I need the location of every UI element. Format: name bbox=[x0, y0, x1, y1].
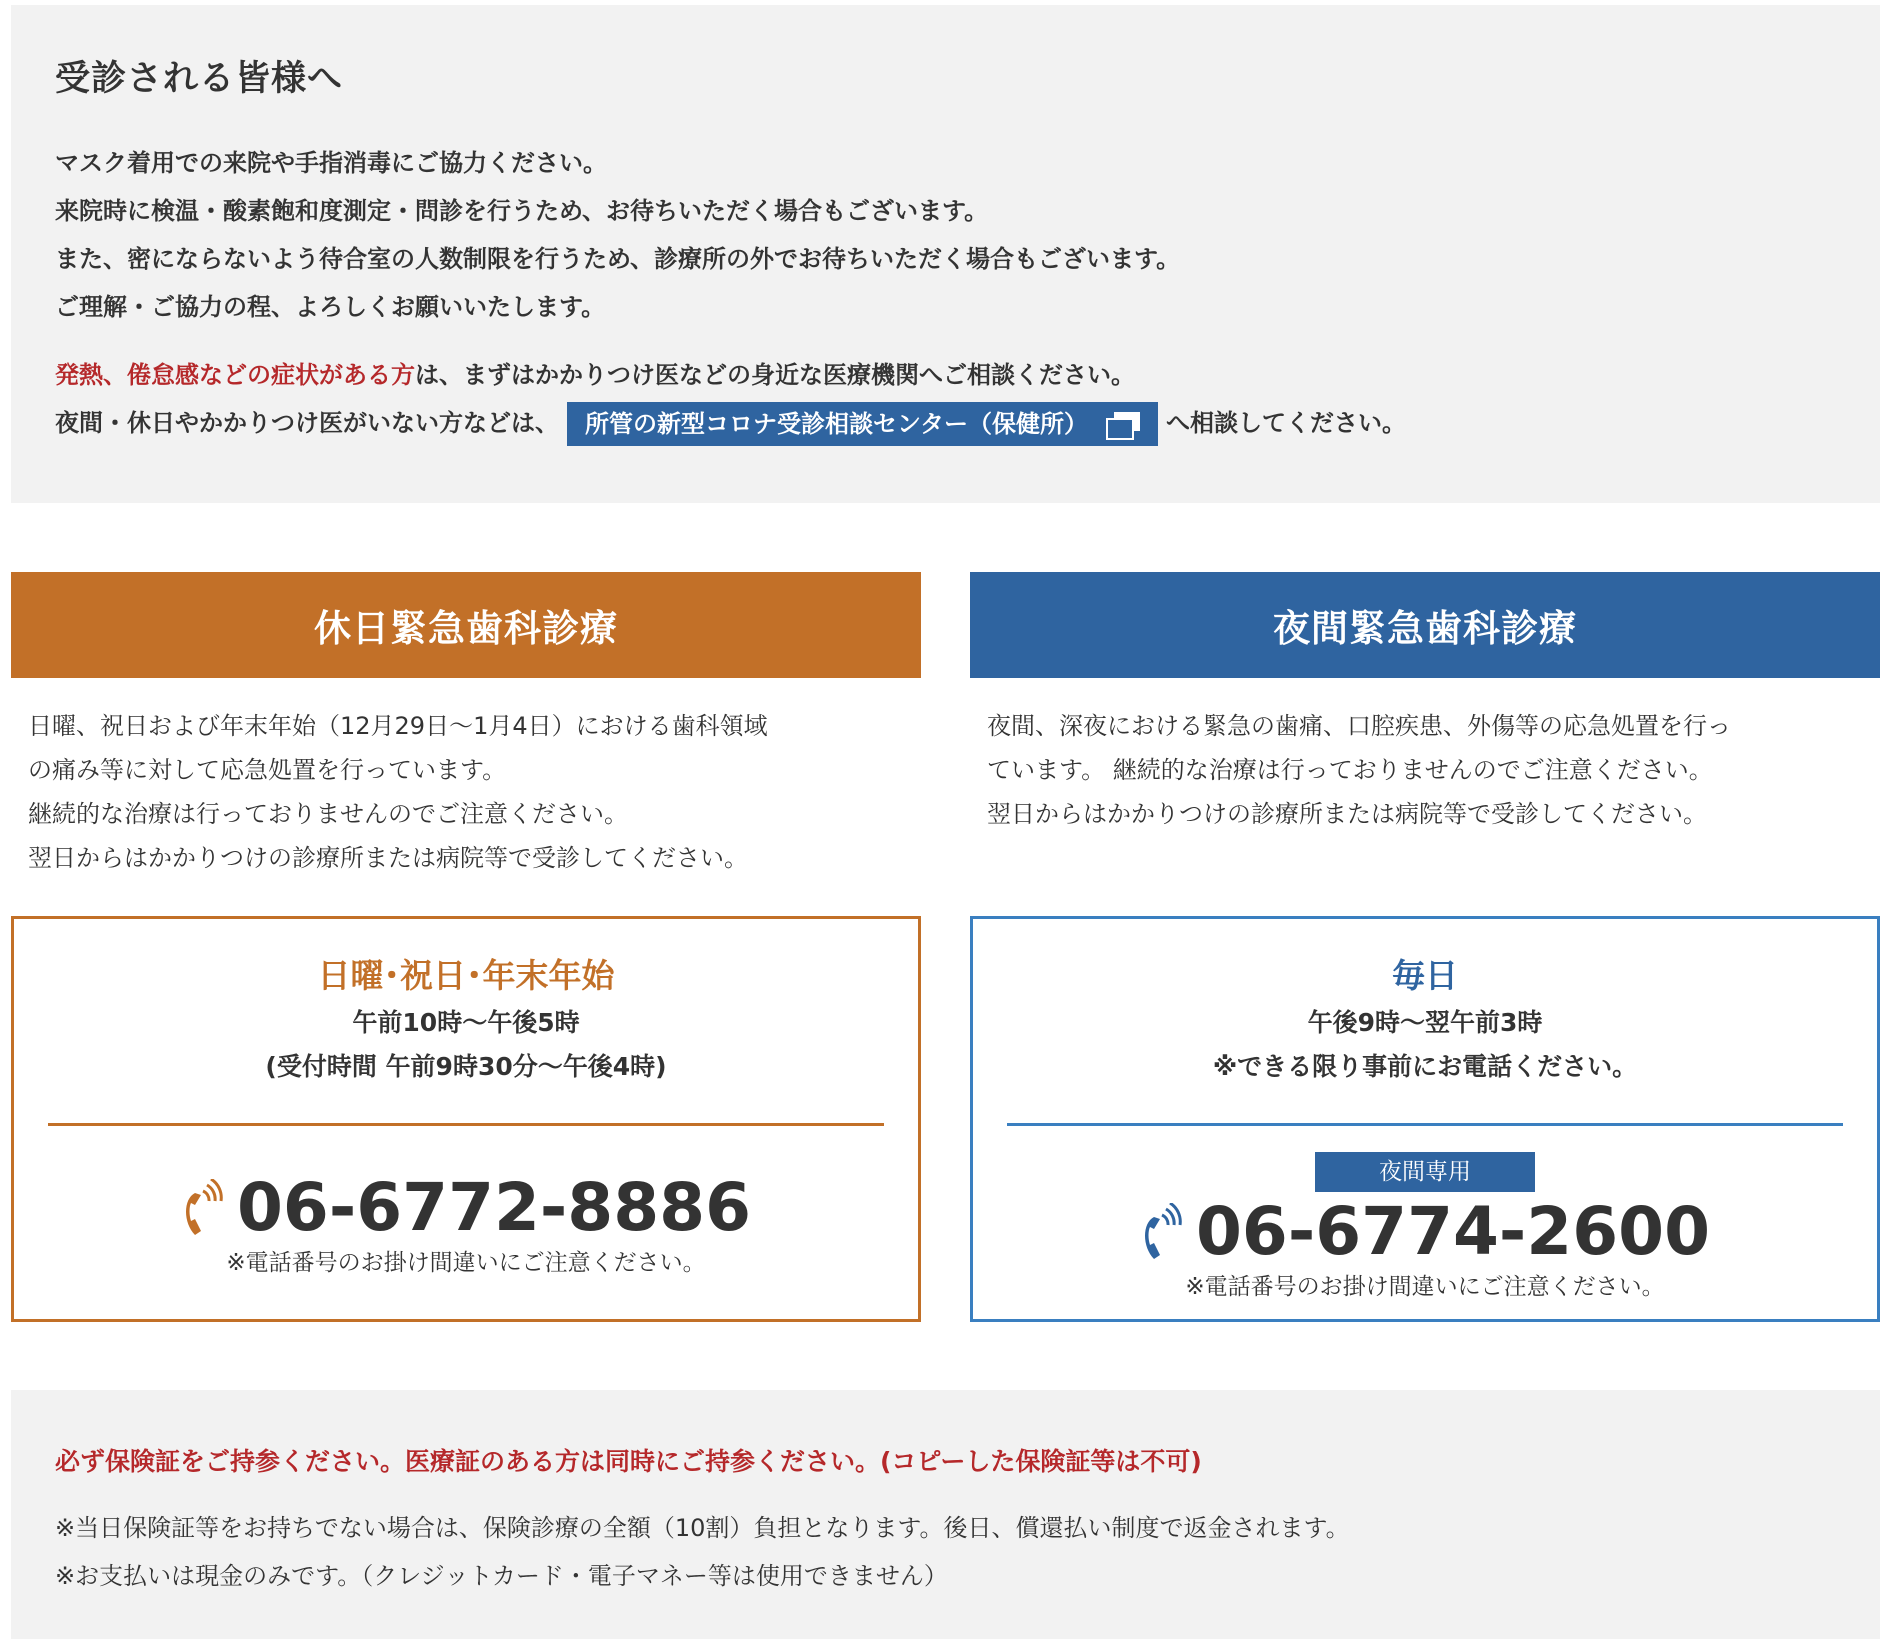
desc-line: 日曜、祝日および年末年始（12月29日～1月4日）における歯科領域 bbox=[28, 712, 768, 740]
holiday-reception: (受付時間 午前9時30分～午後4時) bbox=[265, 1052, 667, 1081]
desc-line: ています。 継続的な治療は行っておりませんのでご注意ください。 bbox=[987, 756, 1713, 784]
night-title: 夜間緊急歯科診療 bbox=[970, 572, 1880, 678]
night-notice bbox=[55, 399, 1836, 447]
call-ahead-note: ※できる限り事前にお電話ください。 bbox=[1212, 1052, 1638, 1081]
notice-line: マスク着用での来院や手指消毒にご協力ください。 bbox=[55, 149, 607, 177]
night-prefix: 夜間・休日やかかりつけ医がいない方などは、 bbox=[55, 409, 559, 437]
fever-notice bbox=[55, 351, 1836, 399]
insurance-line: ※お支払いは現金のみです。（クレジットカード・電子マネー等は使用できません） bbox=[55, 1562, 948, 1590]
insurance-line: ※当日保険証等をお持ちでない場合は、保険診療の全額（10割）負担となります。後日、償還払い制度で返金されます。 bbox=[55, 1514, 1350, 1542]
night-info-box bbox=[970, 916, 1880, 1322]
night-days: 毎日 bbox=[1392, 956, 1458, 995]
phone-note: ※電話番号のお掛け間違いにご注意ください。 bbox=[226, 1250, 706, 1276]
holiday-phone-link[interactable] bbox=[14, 1168, 918, 1248]
notice-line: また、密にならないよう待合室の人数制限を行うため、診療所の外でお待ちいただく場合もございます。 bbox=[55, 245, 1181, 273]
desc-line: 翌日からはかかりつけの診療所または病院等で受診してください。 bbox=[987, 800, 1707, 828]
divider bbox=[48, 1123, 884, 1126]
holiday-description bbox=[11, 678, 921, 916]
notice-line: ご理解・ご協力の程、よろしくお願いいたします。 bbox=[55, 293, 606, 321]
holiday-title: 休日緊急歯科診療 bbox=[11, 572, 921, 678]
night-phone-link[interactable] bbox=[973, 1192, 1877, 1272]
desc-line: 夜間、深夜における緊急の歯痛、口腔疾患、外傷等の応急処置を行っ bbox=[987, 712, 1731, 740]
fever-text: は、まずはかかりつけ医などの身近な医療機関へご相談ください。 bbox=[415, 361, 1135, 389]
night-description bbox=[970, 678, 1880, 916]
notice-section bbox=[11, 5, 1880, 503]
night-suffix: へ相談してください。 bbox=[1166, 409, 1407, 437]
insurance-warning: 必ず保険証をご持参ください。医療証のある方は同時にご持参ください。(コピーした保険証等は不可) bbox=[55, 1447, 1202, 1476]
night-phone-number: 06-6774-2600 bbox=[1195, 1193, 1710, 1270]
phone-icon bbox=[181, 1179, 223, 1237]
desc-line: 継続的な治療は行っておりませんのでご注意ください。 bbox=[28, 800, 628, 828]
fever-highlight: 発熱、倦怠感などの症状がある方 bbox=[55, 361, 415, 389]
desc-line: の痛み等に対して応急処置を行っています。 bbox=[28, 756, 507, 784]
badge-row bbox=[973, 1126, 1877, 1192]
consult-center-link[interactable] bbox=[567, 402, 1158, 446]
phone-icon bbox=[1140, 1203, 1182, 1261]
holiday-section bbox=[11, 572, 921, 1322]
holiday-days: 日曜･祝日･年末年始 bbox=[317, 956, 615, 995]
notice-title: 受診される皆様へ bbox=[55, 59, 344, 99]
night-hours: 午後9時～翌午前3時 bbox=[1307, 1008, 1543, 1037]
external-window-icon bbox=[1106, 412, 1140, 436]
desc-line: 翌日からはかかりつけの診療所または病院等で受診してください。 bbox=[28, 844, 748, 872]
notice-line: 来院時に検温・酸素飽和度測定・問診を行うため、お待ちいただく場合もございます。 bbox=[55, 197, 989, 225]
holiday-hours: 午前10時～午後5時 bbox=[352, 1008, 580, 1037]
night-section bbox=[970, 572, 1880, 1322]
consult-center-link-label: 所管の新型コロナ受診相談センター（保健所） bbox=[585, 410, 1089, 438]
holiday-info-box bbox=[11, 916, 921, 1322]
night-only-badge: 夜間専用 bbox=[1315, 1152, 1535, 1192]
holiday-phone-number: 06-6772-8886 bbox=[236, 1169, 751, 1246]
insurance-section bbox=[11, 1390, 1880, 1639]
phone-note: ※電話番号のお掛け間違いにご注意ください。 bbox=[1185, 1274, 1665, 1300]
